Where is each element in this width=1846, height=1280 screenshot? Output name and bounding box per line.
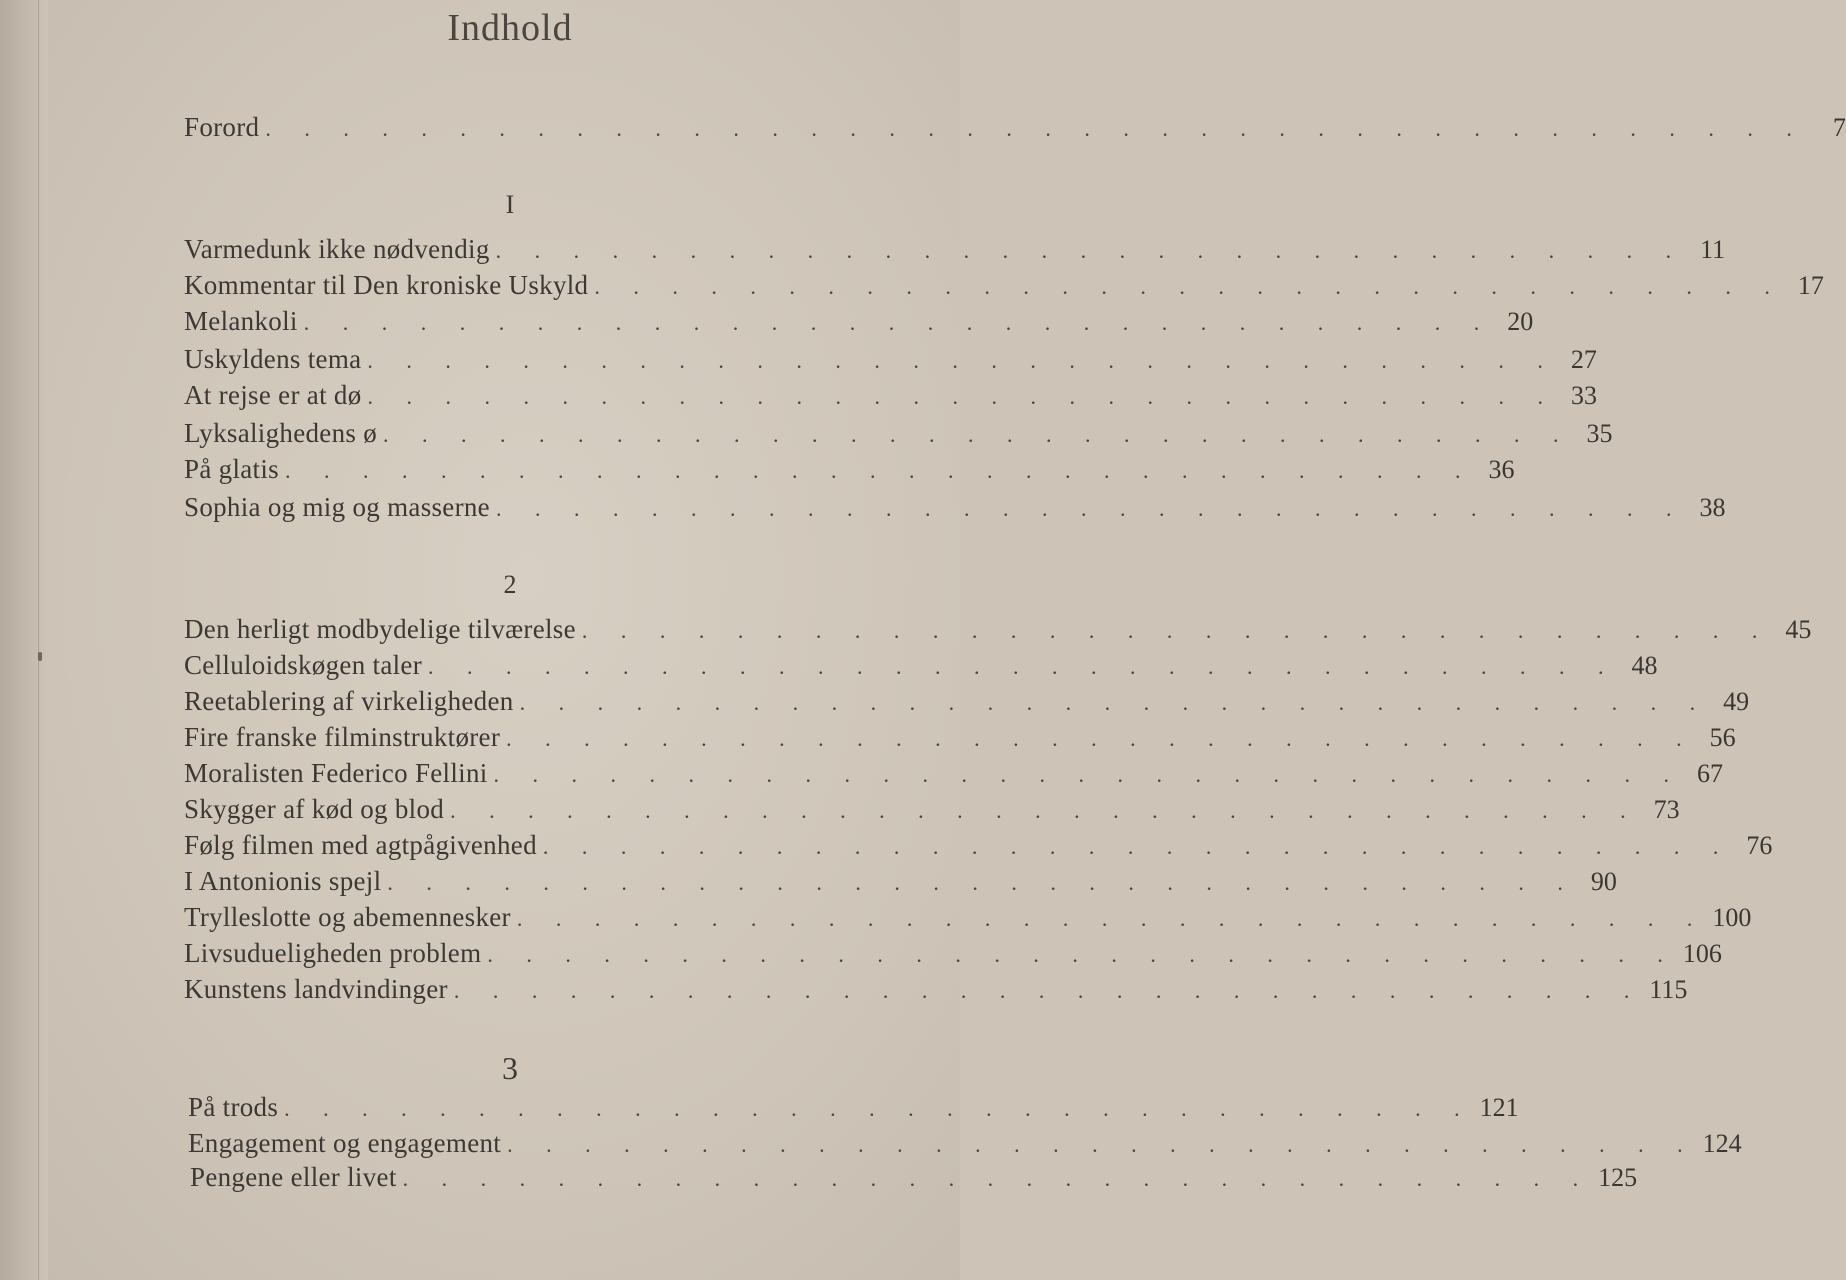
toc-entry-page: 33 xyxy=(1571,381,1598,410)
toc-entry-forord xyxy=(184,112,1846,148)
toc-entry-title: Uskyldens tema xyxy=(184,344,362,374)
toc-entry xyxy=(190,1162,1638,1198)
toc-entry xyxy=(184,418,1613,454)
toc-entry-title: Trylleslotte og abemennesker xyxy=(184,902,511,932)
toc-entry-page: 100 xyxy=(1712,903,1752,932)
toc-entry-page: 17 xyxy=(1797,271,1824,300)
toc-entry-title: Kommentar til Den kroniske Uskyld xyxy=(184,270,589,300)
toc-entry-title: Livsudueligheden problem xyxy=(184,938,482,968)
toc-entry-page: 45 xyxy=(1785,615,1812,644)
section-heading-1: I xyxy=(505,190,515,219)
toc-entry-page: 7 xyxy=(1832,113,1846,142)
dot-leader: . . . . . . . . . . . . . . . . . . . . . . . . . . . . . . . xyxy=(303,310,1494,335)
toc-entry xyxy=(184,794,1680,830)
dot-leader: . . . . . . . . . . . . . . . . . . . . . . . . . . . . . . . xyxy=(495,238,1686,263)
toc-entry xyxy=(184,686,1750,722)
toc-entry-title: I Antonionis spejl xyxy=(184,866,382,896)
dot-leader: . . . . . . . . . . . . . . . . . . . . . . . . . . . . . . . xyxy=(367,348,1557,373)
dot-leader: . . . . . . . . . . . . . . . . . . . . . . . . . . . . . . . xyxy=(493,762,1684,787)
page-title: Indhold xyxy=(447,7,573,49)
toc-entry-page: 125 xyxy=(1598,1163,1638,1192)
toc-entry-title: På glatis xyxy=(184,454,279,484)
dot-leader: . . . . . . . . . . . . . . . . . . . . . . . . . . . . . . . . . . . . . . . . xyxy=(265,116,1806,141)
toc-entry-title: Melankoli xyxy=(184,306,298,336)
toc-entry-title: Fire franske filminstruktører xyxy=(184,722,501,752)
toc-entry xyxy=(184,234,1726,270)
toc-entry-page: 35 xyxy=(1586,419,1613,448)
toc-entry-title: Forord xyxy=(184,112,260,142)
dot-leader: . . . . . . . . . . . . . . . . . . . . . . . . . . . . . . . xyxy=(516,906,1707,931)
toc-entry-page: 11 xyxy=(1700,235,1726,264)
dot-leader: . . . . . . . . . . . . . . . . . . . . . . . . . . . . . . . xyxy=(450,798,1640,823)
toc-entry-title: Sophia og mig og masserne xyxy=(184,492,490,522)
dot-leader: . . . . . . . . . . . . . . . . . . . . . . . . . . . . . . . xyxy=(519,690,1710,715)
dot-leader: . . . . . . . . . . . . . . . . . . . . . . . . . . . . . . . xyxy=(507,1132,1697,1157)
toc-entry xyxy=(184,614,1812,650)
toc-entry-title: På trods xyxy=(188,1092,279,1122)
toc-entry-page: 38 xyxy=(1699,493,1726,522)
dot-leader: . . . . . . . . . . . . . . . . . . . . . . . . . . . . . . . xyxy=(495,496,1686,521)
toc-entry-title: Pengene eller livet xyxy=(190,1162,397,1192)
toc-entry xyxy=(184,492,1726,528)
toc-entry-page: 124 xyxy=(1702,1129,1742,1158)
toc-entry-title: Lyksalighedens ø xyxy=(184,418,378,448)
section-heading-3: 3 xyxy=(502,1050,518,1086)
toc-entry-page: 73 xyxy=(1653,795,1680,824)
toc-entry-page: 20 xyxy=(1507,307,1534,336)
toc-entry-title: Kunstens landvindinger xyxy=(184,974,448,1004)
toc-entry-page: 67 xyxy=(1697,759,1724,788)
toc-entry xyxy=(184,306,1534,342)
toc-entry xyxy=(184,380,1598,416)
section-heading-2: 2 xyxy=(503,570,517,599)
toc-entry-page: 27 xyxy=(1570,345,1597,374)
toc-entry xyxy=(188,1092,1519,1128)
toc-entry-title: Celluloidskøgen taler xyxy=(184,650,423,680)
dot-leader: . . . . . . . . . . . . . . . . . . . . . . . . . . . . . . . xyxy=(402,1166,1593,1191)
toc-entry-page: 36 xyxy=(1488,455,1515,484)
toc-entry xyxy=(184,902,1752,938)
paper-speck xyxy=(38,652,42,661)
toc-entry-title: Moralisten Federico Fellini xyxy=(184,758,488,788)
toc-entry-title: Følg filmen med agtpågivenhed xyxy=(184,830,537,860)
toc-entry xyxy=(184,650,1658,686)
toc-entry-title: Reetablering af virkeligheden xyxy=(184,686,514,716)
toc-entry xyxy=(184,454,1515,490)
dot-leader: . . . . . . . . . . . . . . . . . . . . . . . . . . . . . . . xyxy=(284,458,1475,483)
toc-entry-page: 90 xyxy=(1590,867,1617,896)
dot-leader: . . . . . . . . . . . . . . . . . . . . . . . . . . . . . . . xyxy=(284,1096,1474,1121)
toc-entry-page: 121 xyxy=(1479,1093,1519,1122)
toc-entry-title: Engagement og engagement xyxy=(188,1128,502,1158)
dot-leader: . . . . . . . . . . . . . . . . . . . . . . . . . . . . . . . xyxy=(542,834,1733,859)
dot-leader: . . . . . . . . . . . . . . . . . . . . . . . . . . . . . . . xyxy=(506,726,1696,751)
dot-leader: . . . . . . . . . . . . . . . . . . . . . . . . . . . . . . . xyxy=(594,274,1784,299)
toc-entry-page: 106 xyxy=(1682,939,1722,968)
dot-leader: . . . . . . . . . . . . . . . . . . . . . . . . . . . . . . . xyxy=(428,654,1618,679)
toc-entry xyxy=(184,866,1617,902)
toc-entry-page: 48 xyxy=(1631,651,1658,680)
toc-entry xyxy=(188,1128,1742,1164)
toc-entry xyxy=(184,974,1688,1010)
toc-entry-page: 49 xyxy=(1723,687,1750,716)
toc-entry xyxy=(184,344,1597,380)
toc-entry-title: Skygger af kød og blod xyxy=(184,794,445,824)
toc-entry xyxy=(184,270,1824,306)
toc-entry-page: 56 xyxy=(1709,723,1736,752)
dot-leader: . . . . . . . . . . . . . . . . . . . . . . . . . . . . . . . xyxy=(367,384,1558,409)
dot-leader: . . . . . . . . . . . . . . . . . . . . . . . . . . . . . . . xyxy=(383,422,1573,447)
toc-entry xyxy=(184,830,1773,866)
toc-entry xyxy=(184,938,1722,974)
toc-entry-title: Varmedunk ikke nødvendig xyxy=(184,234,490,264)
dot-leader: . . . . . . . . . . . . . . . . . . . . . . . . . . . . . . . xyxy=(581,618,1772,643)
dot-leader: . . . . . . . . . . . . . . . . . . . . . . . . . . . . . . . xyxy=(387,870,1577,895)
toc-entry-title: Den herligt modbydelige tilværelse xyxy=(184,614,576,644)
dot-leader: . . . . . . . . . . . . . . . . . . . . . . . . . . . . . . . xyxy=(487,942,1677,967)
dot-leader: . . . . . . . . . . . . . . . . . . . . . . . . . . . . . . . xyxy=(453,978,1644,1003)
toc-entry xyxy=(184,722,1736,758)
toc-entry xyxy=(184,758,1724,794)
toc-entry-page: 76 xyxy=(1746,831,1773,860)
toc-entry-title: At rejse er at dø xyxy=(184,380,362,410)
toc-entry-page: 115 xyxy=(1649,975,1688,1004)
